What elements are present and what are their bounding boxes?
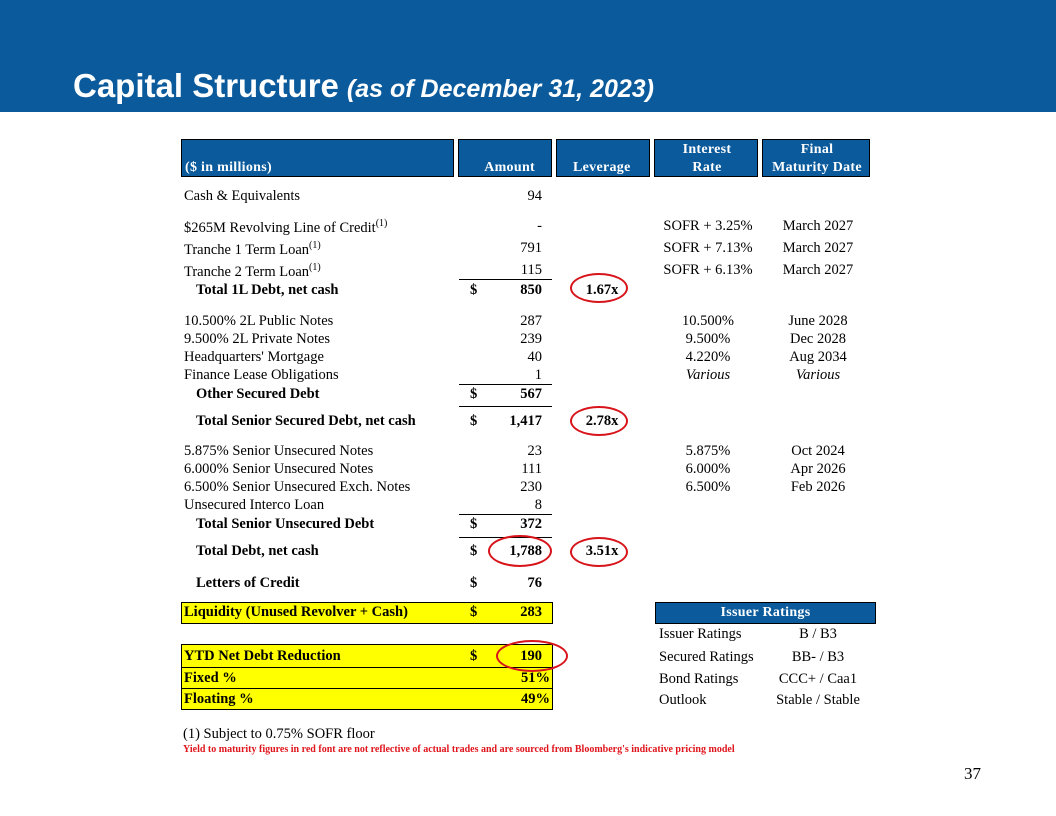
row-label: Total Senior Unsecured Debt — [196, 516, 375, 532]
row-label: Total Senior Secured Debt, net cash — [196, 413, 416, 429]
ratings-value: BB- / B3 — [791, 649, 845, 665]
row-label: Headquarters' Mortgage — [184, 349, 324, 365]
row-amount: 51% — [521, 670, 550, 686]
row-total-unsecured — [0, 516, 1056, 534]
row-total-senior-secured — [0, 413, 1056, 431]
row-label: Tranche 1 Term Loan$^{(1)}$ — [184, 240, 321, 258]
ratings-label: Secured Ratings — [659, 649, 754, 665]
row-label: Unsecured Interco Loan — [184, 497, 325, 513]
row-2l-public — [0, 313, 1056, 331]
row-amount: 111 — [521, 461, 542, 477]
row-cash — [0, 188, 1056, 206]
row-dollar: $ — [470, 516, 478, 532]
row-maturity: Feb 2026 — [790, 479, 846, 495]
row-label: Liquidity (Unused Revolver + Cash) — [184, 604, 408, 620]
row-label: Floating % — [184, 691, 254, 707]
row-dollar: $ — [470, 413, 478, 429]
row-maturity: March 2027 — [782, 240, 854, 256]
row-leverage: 1.67x — [585, 282, 619, 298]
row-dollar: $ — [470, 543, 478, 559]
row-unsec-5875 — [0, 443, 1056, 461]
ratings-value: B / B3 — [799, 626, 837, 642]
row-label: $265M Revolving Line of Credit$^{(1)}$ — [184, 218, 388, 236]
row-amount: 76 — [527, 575, 542, 591]
row-leverage: 2.78x — [585, 413, 619, 429]
title-banner — [0, 0, 1056, 112]
row-total-1l — [0, 282, 1056, 300]
row-unsec-6500 — [0, 479, 1056, 497]
title-main: Capital Structure — [73, 67, 339, 104]
row-amount: 850 — [520, 282, 542, 298]
row-amount: 1,417 — [509, 413, 542, 429]
row-dollar: $ — [470, 575, 478, 591]
row-amount: 283 — [520, 604, 542, 620]
row-rate: 5.875% — [685, 443, 731, 459]
page-number: 37 — [964, 764, 981, 783]
row-amount: 190 — [520, 648, 542, 664]
row-maturity: Oct 2024 — [791, 443, 845, 459]
row-maturity: March 2027 — [782, 218, 854, 234]
row-rate: Various — [685, 367, 731, 383]
box-divider — [181, 667, 553, 668]
highlight-circle-ytd-reduction — [496, 640, 568, 672]
ratings-header: Issuer Ratings — [655, 602, 876, 624]
row-label: Fixed % — [184, 670, 237, 686]
row-rate: 4.220% — [685, 349, 731, 365]
row-label: Tranche 2 Term Loan$^{(1)}$ — [184, 262, 321, 280]
highlight-circle-senior-secured-leverage — [570, 406, 628, 436]
row-label: YTD Net Debt Reduction — [184, 648, 341, 664]
row-label: 6.000% Senior Unsecured Notes — [184, 461, 374, 477]
ratings-value: Stable / Stable — [776, 692, 860, 708]
row-rate: SOFR + 7.13% — [663, 240, 753, 256]
header-interest-line1: Interest — [682, 142, 732, 157]
row-amount: 40 — [527, 349, 542, 365]
row-maturity: Dec 2028 — [790, 331, 846, 347]
row-amount: 23 — [527, 443, 542, 459]
row-dollar: $ — [470, 282, 478, 298]
row-dollar: $ — [470, 604, 478, 620]
row-label: 10.500% 2L Public Notes — [184, 313, 334, 329]
ratings-row — [0, 671, 1056, 689]
page-title — [73, 66, 654, 109]
ratings-value: CCC+ / Caa1 — [778, 671, 858, 687]
row-interco — [0, 497, 1056, 515]
header-maturity-line2: Maturity Date — [772, 160, 862, 175]
header-maturity-line1: Final — [800, 142, 834, 157]
row-maturity: Various — [795, 367, 841, 383]
header-leverage-cell — [556, 139, 650, 177]
row-rate: 10.500% — [682, 313, 734, 329]
row-amount: 115 — [520, 262, 542, 278]
row-label: Finance Lease Obligations — [184, 367, 339, 383]
row-liquidity — [0, 604, 1056, 622]
row-amount: 230 — [520, 479, 542, 495]
row-rate: 6.000% — [685, 461, 731, 477]
header-leverage: Leverage — [573, 160, 631, 175]
ratings-row — [0, 692, 1056, 710]
row-label: 9.500% 2L Private Notes — [184, 331, 331, 347]
row-rate: 6.500% — [685, 479, 731, 495]
highlight-circle-total-debt-leverage — [570, 537, 628, 567]
subtotal-rule — [459, 514, 552, 515]
row-amount: 567 — [520, 386, 542, 402]
ratings-label: Issuer Ratings — [659, 626, 742, 642]
row-amount: 239 — [520, 331, 542, 347]
row-maturity: Apr 2026 — [790, 461, 846, 477]
row-other-secured — [0, 386, 1056, 404]
title-subtitle: (as of December 31, 2023) — [346, 75, 654, 103]
highlight-circle-1l-leverage — [570, 273, 628, 303]
header-maturity-cell — [762, 139, 870, 177]
header-label-cell — [181, 139, 454, 177]
header-label: ($ in millions) — [185, 160, 272, 175]
row-revolver — [0, 218, 1056, 236]
row-amount: 8 — [534, 497, 542, 513]
row-maturity: June 2028 — [788, 313, 848, 329]
row-label: Cash & Equivalents — [184, 188, 300, 204]
row-dollar: $ — [470, 648, 478, 664]
ratings-label: Outlook — [659, 692, 707, 708]
row-tranche2 — [0, 262, 1056, 280]
row-amount: 791 — [520, 240, 542, 256]
subtotal-rule — [459, 406, 552, 407]
highlight-circle-total-debt — [488, 535, 552, 567]
row-label: 6.500% Senior Unsecured Exch. Notes — [184, 479, 411, 495]
row-label: Letters of Credit — [196, 575, 300, 591]
ratings-label: Bond Ratings — [659, 671, 739, 687]
row-amount: 1 — [534, 367, 542, 383]
subtotal-rule — [459, 279, 552, 280]
row-hq-mortgage — [0, 349, 1056, 367]
row-dollar: $ — [470, 386, 478, 402]
row-rate: SOFR + 3.25% — [663, 218, 753, 234]
row-unsec-6000 — [0, 461, 1056, 479]
row-rate: SOFR + 6.13% — [663, 262, 753, 278]
row-amount: 49% — [521, 691, 550, 707]
row-amount: - — [537, 218, 542, 234]
row-letters-of-credit — [0, 575, 1056, 593]
row-amount: 1,788 — [509, 543, 542, 559]
row-label: Total Debt, net cash — [196, 543, 319, 559]
row-2l-private — [0, 331, 1056, 349]
row-tranche1 — [0, 240, 1056, 258]
header-interest-cell — [654, 139, 758, 177]
disclaimer: Yield to maturity figures in red font are not reflective of actual trades and are sourced from Bloomberg's indicative pricing model — [183, 744, 735, 755]
header-interest-line2: Rate — [692, 160, 722, 175]
row-maturity: Aug 2034 — [789, 349, 847, 365]
row-finance-lease — [0, 367, 1056, 385]
row-maturity: March 2027 — [782, 262, 854, 278]
row-leverage: 3.51x — [585, 543, 619, 559]
header-amount-cell — [458, 139, 552, 177]
subtotal-rule — [459, 384, 552, 385]
header-amount: Amount — [484, 160, 535, 175]
row-rate: 9.500% — [685, 331, 731, 347]
row-amount: 287 — [520, 313, 542, 329]
row-label: 5.875% Senior Unsecured Notes — [184, 443, 374, 459]
row-label: Other Secured Debt — [196, 386, 320, 402]
row-amount: 372 — [520, 516, 542, 532]
row-amount: 94 — [527, 188, 542, 204]
footnote: (1) Subject to 0.75% SOFR floor — [183, 726, 375, 742]
row-label: Total 1L Debt, net cash — [196, 282, 339, 298]
